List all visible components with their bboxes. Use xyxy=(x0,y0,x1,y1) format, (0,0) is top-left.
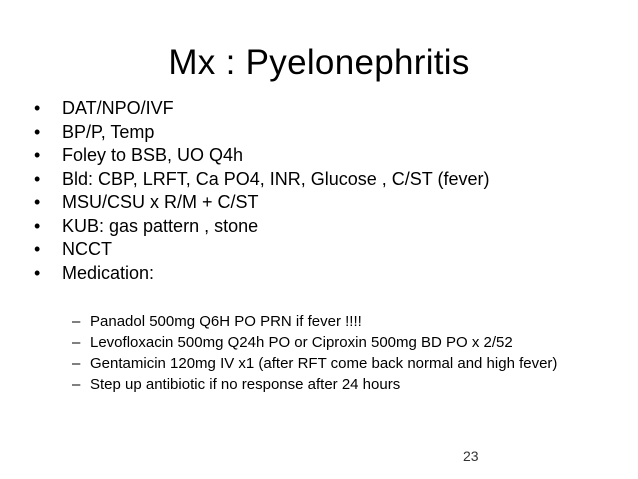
medication-text: Step up antibiotic if no response after 24 hours xyxy=(90,376,401,393)
bullet-item-medication xyxy=(34,262,614,286)
bullet-item xyxy=(34,144,614,168)
bullet-text: MSU/CSU x R/M + C/ST xyxy=(62,192,259,212)
bullet-list xyxy=(34,97,614,285)
bullet-item xyxy=(34,215,614,239)
medication-item xyxy=(72,355,602,372)
dash-icon: – xyxy=(72,355,81,372)
bullet-icon: • xyxy=(34,98,41,118)
bullet-text: DAT/NPO/IVF xyxy=(62,98,174,118)
bullet-icon: • xyxy=(34,239,41,259)
bullet-text: Foley to BSB, UO Q4h xyxy=(62,145,244,165)
dash-icon: – xyxy=(72,334,81,351)
bullet-text: NCCT xyxy=(62,239,112,259)
medication-text: Levofloxacin 500mg Q24h PO or Ciproxin 500mg BD PO x 2/52 xyxy=(90,334,513,351)
bullet-icon: • xyxy=(34,215,41,236)
page-number: 23 xyxy=(463,448,479,464)
bullet-text: Bld: CBP, LRFT, Ca PO4, INR, Glucose , C/ST (fever) xyxy=(62,168,490,189)
bullet-item xyxy=(34,168,614,192)
bullet-icon: • xyxy=(34,168,41,189)
medication-item xyxy=(72,313,602,330)
bullet-text: KUB: gas pattern , stone xyxy=(62,215,259,236)
bullet-icon: • xyxy=(34,145,41,165)
bullet-item xyxy=(34,97,614,121)
medication-item xyxy=(72,376,602,393)
dash-icon: – xyxy=(72,376,81,393)
medication-text: Panadol 500mg Q6H PO PRN if fever !!!! xyxy=(90,313,362,330)
bullet-icon: • xyxy=(34,121,41,142)
bullet-item xyxy=(34,191,614,215)
dash-icon: – xyxy=(72,313,81,330)
medication-text: Gentamicin 120mg IV x1 (after RFT come back normal and high fever) xyxy=(90,355,558,372)
slide-title: Mx : Pyelonephritis xyxy=(168,43,470,82)
bullet-item xyxy=(34,238,614,262)
bullet-text: BP/P, Temp xyxy=(62,121,155,142)
medication-item xyxy=(72,334,602,351)
bullet-icon: • xyxy=(34,262,41,283)
bullet-item xyxy=(34,121,614,145)
medication-sublist xyxy=(72,313,602,397)
bullet-icon: • xyxy=(34,192,41,212)
bullet-text: Medication: xyxy=(62,262,155,283)
